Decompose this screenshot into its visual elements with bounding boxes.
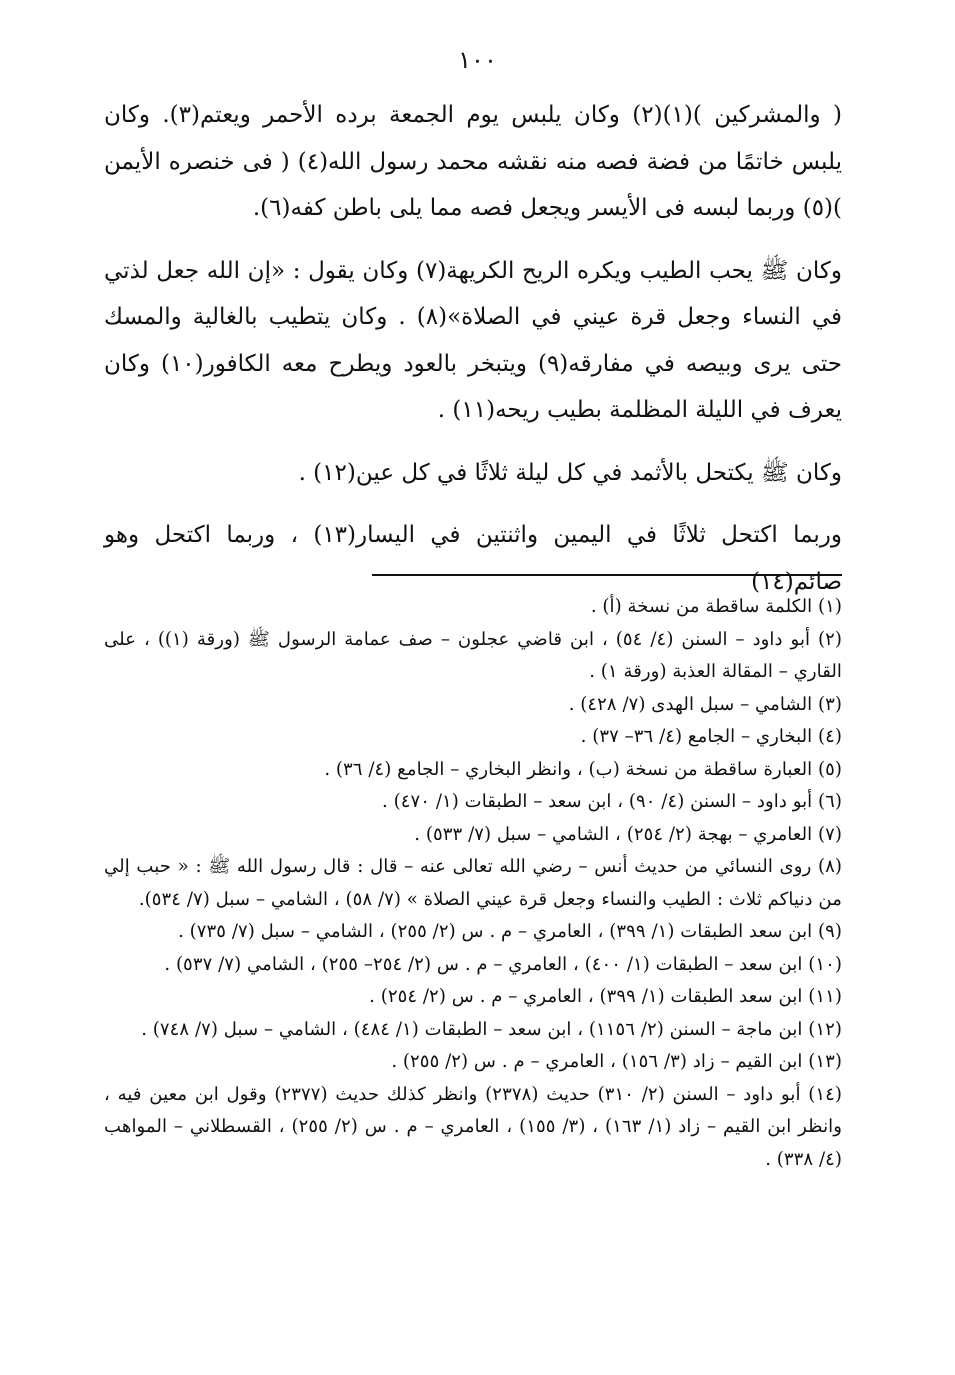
paragraph-2: وكان ﷺ يحب الطيب ويكره الريح الكريهة(٧) وكان يقول : «إن الله جعل لذتي في النساء وجعل قرة عيني في الصلاة»(٨) . وكان يتطيب بالغالية والمسك حتى يرى وبيصه في مفارقه(٩) ويتبخر بالعود ويطرح معه الكافور(١٠) وكان يعرف في الليلة المظلمة بطيب ريحه(١١) .	[104, 257, 842, 423]
footnote-4: (٤) البخاري – الجامع (٤/ ٣٦– ٣٧) .	[580, 726, 842, 747]
footnote-2: (٢) أبو داود – السنن (٤/ ٥٤) ، ابن قاضي عجلون – صف عمامة الرسول ﷺ (ورقة (١)) ، على القاري – المقالة العذبة (ورقة ١) .	[104, 628, 842, 682]
paragraph-1: ( والمشركين )(١)(٢) وكان يلبس يوم الجمعة برده الأحمر ويعتم(٣). وكان يلبس خاتمًا من فضة فصه منه نقشه محمد رسول الله(٤) ( فى خنصره الأيمن )(٥) وربما لبسه فى الأيسر ويجعل فصه مما يلى باطن كفه(٦).	[104, 102, 842, 221]
footnote-11: (١١) ابن سعد الطبقات (١/ ٣٩٩) ، العامري – م . س (٢/ ٢٥٤) .	[369, 986, 842, 1007]
footnote-5: (٥) العبارة ساقطة من نسخة (ب) ، وانظر البخاري – الجامع (٤/ ٣٦) .	[324, 758, 842, 780]
footnote-1: (١) الكلمة ساقطة من نسخة (أ) .	[590, 596, 842, 617]
footnote-9: (٩) ابن سعد الطبقات (١/ ٣٩٩) ، العامري – م . س (٢/ ٢٥٥) ، الشامي – سبل (٧/ ٧٣٥) .	[178, 921, 842, 942]
footnote-6: (٦) أبو داود – السنن (٤/ ٩٠) ، ابن سعد – الطبقات (١/ ٤٧٠) .	[382, 791, 842, 812]
footnote-7: (٧) العامري – بهجة (٢/ ٢٥٤) ، الشامي – سبل (٧/ ٥٣٣) .	[414, 823, 842, 845]
footnotes	[104, 591, 842, 1176]
footnote-divider	[372, 574, 842, 576]
paragraph-4: وربما اكتحل ثلاثًا في اليمين واثنتين في اليسار(١٣) ، وربما اكتحل وهو صائم(١٤)	[104, 522, 842, 595]
footnote-14: (١٤) أبو داود – السنن (٢/ ٣١٠) حديث (٢٣٧٨) وانظر كذلك حديث (٢٣٧٧) وقول ابن معين فيه ، وانظر ابن القيم – زاد (١/ ١٦٣) ، (٣/ ١٥٥) ، العامري – م . س (٢/ ٢٥٥) ، القسطلاني – المواهب (٤/ ٣٣٨) .	[104, 1083, 842, 1170]
footnote-3: (٣) الشامي – سبل الهدى (٧/ ٤٢٨) .	[568, 693, 842, 715]
main-text	[104, 92, 842, 605]
footnote-12: (١٢) ابن ماجة – السنن (٢/ ١١٥٦) ، ابن سعد – الطبقات (١/ ٤٨٤) ، الشامي – سبل (٧/ ٧٤٨) .	[141, 1018, 842, 1040]
footnote-13: (١٣) ابن القيم – زاد (٣/ ١٥٦) ، العامري – م . س (٢/ ٢٥٥) .	[391, 1051, 842, 1072]
page-number: ١٠٠	[458, 46, 497, 74]
paragraph-3: وكان ﷺ يكتحل بالأثمد في كل ليلة ثلاثًا في كل عين(١٢) .	[298, 459, 842, 486]
footnote-8: (٨) روى النسائي من حديث أنس – رضي الله تعالى عنه – قال : قال رسول الله ﷺ : « حبب إلي من دنياكم ثلاث : الطيب والنساء وجعل قرة عيني الصلاة » (٧/ ٥٨) ، الشامي – سبل (٧/ ٥٣٤).	[104, 856, 842, 910]
footnote-10: (١٠) ابن سعد – الطبقات (١/ ٤٠٠) ، العامري – م . س (٢/ ٢٥٤– ٢٥٥) ، الشامي (٧/ ٥٣٧) .	[164, 953, 842, 975]
